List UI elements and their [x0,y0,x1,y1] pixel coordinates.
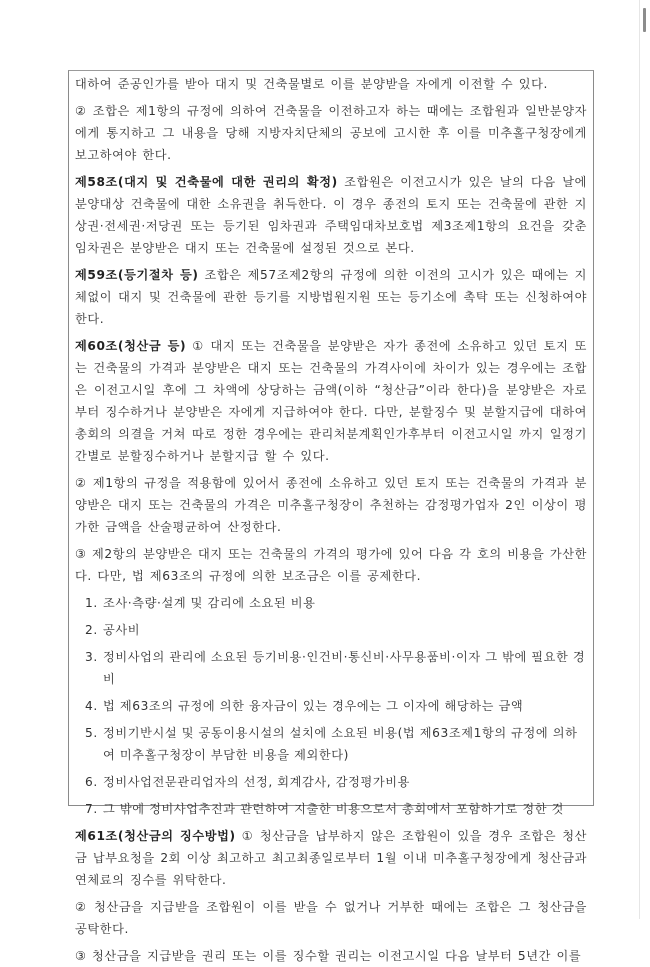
item-text: 정비기반시설 및 공동이용시설의 설치에 소요된 비용(법 제63조제1항의 규정에 의하여 미추홀구청장이 부담한 비용을 제외한다) [103,726,578,762]
item-text: 정비사업전문관리업자의 선정, 회계감사, 감정평가비용 [103,775,410,789]
bylaw-text-box [68,70,594,963]
list-item [75,695,587,717]
item-text: 공사비 [103,623,141,637]
item-number: 1. [85,596,98,610]
article-61 [75,825,587,891]
paragraph-text: ② 제1항의 규정을 적용함에 있어서 종전에 소유하고 있던 토지 또는 건축물의 가격과 분양받은 대지 또는 건축물의 가격은 미추홀구청장이 추천하는 감정평가업자 2인 이상이 평가한 금액을 산술평균하여 산정한다. [75,476,587,534]
list-item [75,619,587,641]
item-number: 6. [85,775,98,789]
vertical-scrollbar[interactable] [639,0,650,919]
paragraph-57-2 [75,100,587,166]
article-heading: 제60조(청산금 등) [75,339,187,353]
item-text: 그 밖에 정비사업추진과 관련하여 지출한 비용으로서 총회에서 포함하기로 정한 것 [103,802,564,816]
paragraph-61-3 [75,945,587,967]
article-58 [75,171,587,259]
paragraph-text: 조합원은 이전고시가 있은 날의 다음 날에 분양대상 건축물에 대한 소유권을 취득한다. 이 경우 종전의 토지 또는 건축물에 관한 지상권·전세권·저당권 또는 등기된 임차권과 주택임대차보호법 제3조제1항의 요건을 갖춘 임차권은 분양받은 대지 또는 건축물에 설정된 것으로 본다. [75,175,588,255]
list-item [75,646,587,690]
paragraph-60-2 [75,472,587,538]
item-number: 2. [85,623,98,637]
article-heading: 제61조(청산금의 징수방법) [75,829,236,843]
paragraph-text: ① 청산금을 납부하지 않은 조합원이 있을 경우 조합은 청산금 납부요청을 2회 이상 최고하고 최고최종일로부터 1월 이내 미추홀구청장에게 청산금과 연체료의 징수를 위탁한다. [75,829,587,887]
item-number: 7. [85,802,98,816]
list-item [75,771,587,793]
article-heading: 제58조(대지 및 건축물에 대한 권리의 확정) [75,175,338,189]
list-item [75,722,587,766]
cost-items-list [75,592,587,820]
paragraph-61-2 [75,896,587,940]
list-item [75,592,587,614]
paragraph-text: 조합은 제57조제2항의 규정에 의한 이전의 고시가 있은 때에는 지체없이 대지 및 건축물에 관한 등기를 지방법원지원 또는 등기소에 촉탁 또는 신청하여야 한다. [75,268,587,326]
article-heading: 제59조(등기절차 등) [75,268,199,282]
item-text: 조사·측량·설계 및 감리에 소요된 비용 [103,596,316,610]
paragraph-text: ② 조합은 제1항의 규정에 의하여 건축물을 이전하고자 하는 때에는 조합원과 일반분양자에게 통지하고 그 내용을 당해 지방자치단체의 공보에 고시한 후 이를 미추홀구청장에게 보고하여야 한다. [75,104,587,162]
paragraph-text: 대하여 준공인가를 받아 대지 및 건축물별로 이를 분양받을 자에게 이전할 수 있다. [75,77,549,91]
item-number: 3. [85,650,98,664]
paragraph-text: ③ 청산금을 지급받을 권리 또는 이를 징수할 권리는 이전고시일 다음 날부터 5년간 이를 [75,949,582,963]
paragraph-text: ② 청산금을 지급받을 조합원이 이를 받을 수 없거나 거부한 때에는 조합은 그 청산금을 공탁한다. [75,900,587,936]
list-item [75,798,587,820]
item-text: 정비사업의 관리에 소요된 등기비용·인건비·통신비·사무용품비·이자 그 밖에 필요한 경비 [103,650,586,686]
paragraph-text: ① 대지 또는 건축물을 분양받은 자가 종전에 소유하고 있던 토지 또는 건축물의 가격과 분양받은 대지 또는 건축물의 가격사이에 차이가 있는 경우에는 조합은 이전고시일 후에 그 차액에 상당하는 금액(이하 “청산금”이라 한다)을 분양받은 자로부터 징수하거나 분양받은 자에게 지급하여야 한다. 다만, 분할징수 및 분할지급에 대하여 총회의 의결을 거쳐 따로 정한 경우에는 관리처분계획인가후부터 이전고시일 까지 일정기간별로 분할징수하거나 분할지급 할 수 있다. [75,339,587,463]
article-59 [75,264,587,330]
paragraph-60-3 [75,543,587,587]
paragraph-continuation [75,73,587,95]
item-number: 4. [85,699,98,713]
item-text: 법 제63조의 규정에 의한 융자금이 있는 경우에는 그 이자에 해당하는 금액 [103,699,524,713]
paragraph-text: ③ 제2항의 분양받은 대지 또는 건축물의 가격의 평가에 있어 다음 각 호의 비용을 가산한다. 다만, 법 제63조의 규정에 의한 보조금은 이를 공제한다. [75,547,587,583]
scrollbar-thumb[interactable] [643,8,646,32]
article-60 [75,335,587,467]
item-number: 5. [85,726,98,740]
